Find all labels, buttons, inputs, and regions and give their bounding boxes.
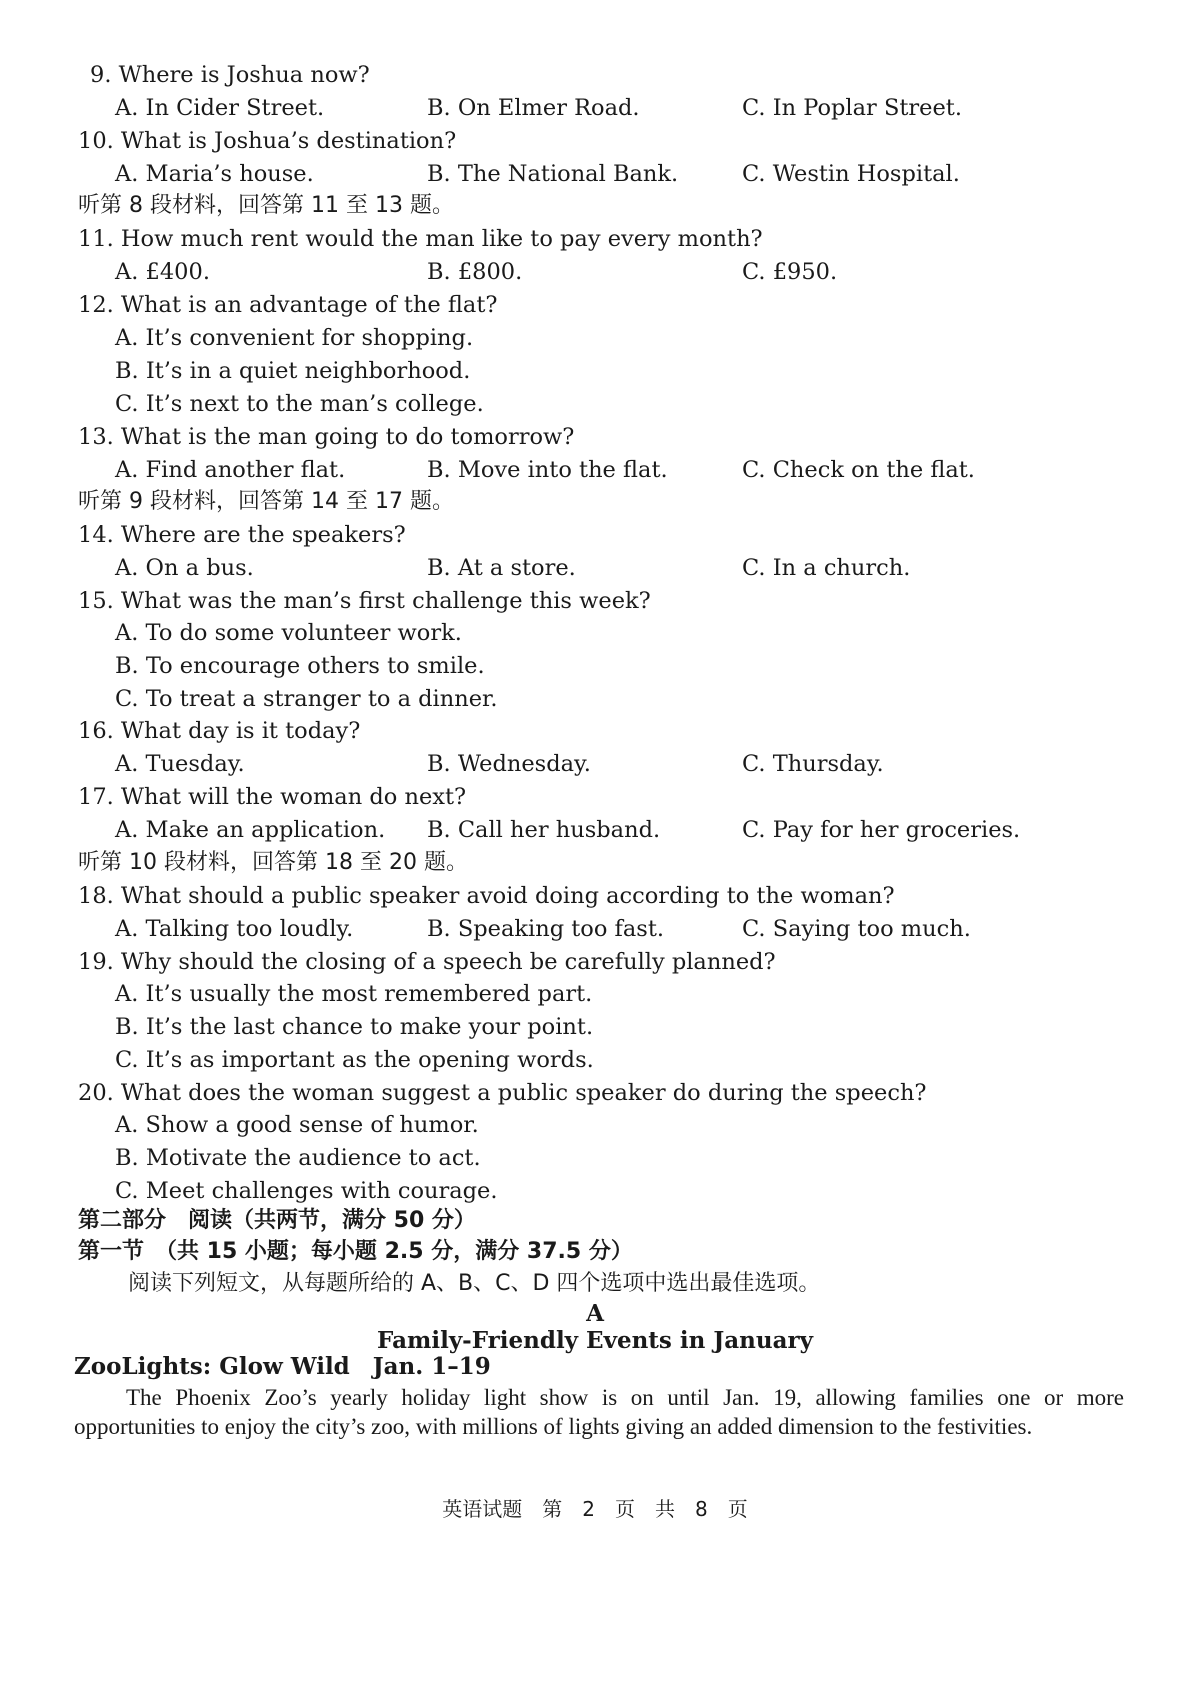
option-c: C. Pay for her groceries. [742,817,1021,843]
question-stem: 20. What does the woman suggest a public speaker do during the speech? [78,1080,927,1106]
listening-instruction: 听第 8 段材料，回答第 11 至 13 题。 [78,193,454,218]
option-a: A. On a bus. [115,555,254,581]
option-c: C. In Poplar Street. [742,95,962,121]
option-b: B. Motivate the audience to act. [115,1145,481,1171]
option-b: B. The National Bank. [427,161,679,187]
section-one-title: 第一节 （共 15 小题；每小题 2.5 分，满分 37.5 分） [78,1239,633,1264]
passage-letter: A [586,1300,604,1327]
option-a: A. To do some volunteer work. [115,620,462,646]
listening-instruction: 听第 9 段材料，回答第 14 至 17 题。 [78,489,454,514]
question-stem: 19. Why should the closing of a speech be carefully planned? [78,949,776,975]
option-c: C. It’s next to the man’s college. [115,391,484,417]
option-b: B. It’s the last chance to make your point. [115,1014,594,1040]
option-c: C. Check on the flat. [742,457,975,483]
reading-instruction: 阅读下列短文，从每题所给的 A、B、C、D 四个选项中选出最佳选项。 [128,1271,821,1296]
question-stem: 13. What is the man going to do tomorrow? [78,424,575,450]
option-c: C. Saying too much. [742,916,971,942]
option-b: B. On Elmer Road. [427,95,640,121]
option-a: A. It’s usually the most remembered part. [115,981,593,1007]
option-b: B. Speaking too fast. [427,916,665,942]
question-stem: 17. What will the woman do next? [78,784,467,810]
option-b: B. At a store. [427,555,576,581]
option-c: C. To treat a stranger to a dinner. [115,686,498,712]
option-a: A. Tuesday. [115,751,245,777]
option-a: A. Maria’s house. [115,161,314,187]
option-a: A. Show a good sense of humor. [115,1112,479,1138]
option-a: A. In Cider Street. [115,95,325,121]
option-c: C. In a church. [742,555,911,581]
passage-title: Family-Friendly Events in January [377,1327,813,1354]
part-two-title: 第二部分 阅读（共两节，满分 50 分） [78,1208,476,1233]
option-a: A. Make an application. [115,817,386,843]
option-c: C. It’s as important as the opening words. [115,1047,594,1073]
option-a: A. £400. [115,259,210,285]
option-b: B. Call her husband. [427,817,661,843]
option-b: B. Move into the flat. [427,457,668,483]
listening-instruction: 听第 10 段材料，回答第 18 至 20 题。 [78,850,468,875]
page-footer: 英语试题 第 2 页 共 8 页 [442,1497,748,1521]
option-c: C. Westin Hospital. [742,161,960,187]
question-stem: 11. How much rent would the man like to pay every month? [78,226,763,252]
question-stem: 9. Where is Joshua now? [90,62,370,88]
question-stem: 16. What day is it today? [78,718,361,744]
option-a: A. It’s convenient for shopping. [115,325,474,351]
passage-paragraph: The Phoenix Zoo’s yearly holiday light show is on until Jan. 19, allowing families one or more opportunities to enjoy the city’s zoo, with millions of lights giving an added dimension to the festivities. [74,1385,1124,1439]
option-b: B. Wednesday. [427,751,591,777]
question-stem: 15. What was the man’s first challenge this week? [78,588,651,614]
option-c: C. £950. [742,259,838,285]
event-heading: ZooLights: Glow Wild Jan. 1–19 [74,1353,491,1380]
option-a: A. Talking too loudly. [115,916,354,942]
option-a: A. Find another flat. [115,457,346,483]
option-b: B. £800. [427,259,523,285]
question-stem: 18. What should a public speaker avoid doing according to the woman? [78,883,895,909]
option-c: C. Meet challenges with courage. [115,1178,498,1204]
option-b: B. It’s in a quiet neighborhood. [115,358,471,384]
question-stem: 14. Where are the speakers? [78,522,406,548]
option-b: B. To encourage others to smile. [115,653,485,679]
question-stem: 10. What is Joshua’s destination? [78,128,457,154]
option-c: C. Thursday. [742,751,884,777]
question-stem: 12. What is an advantage of the flat? [78,292,498,318]
